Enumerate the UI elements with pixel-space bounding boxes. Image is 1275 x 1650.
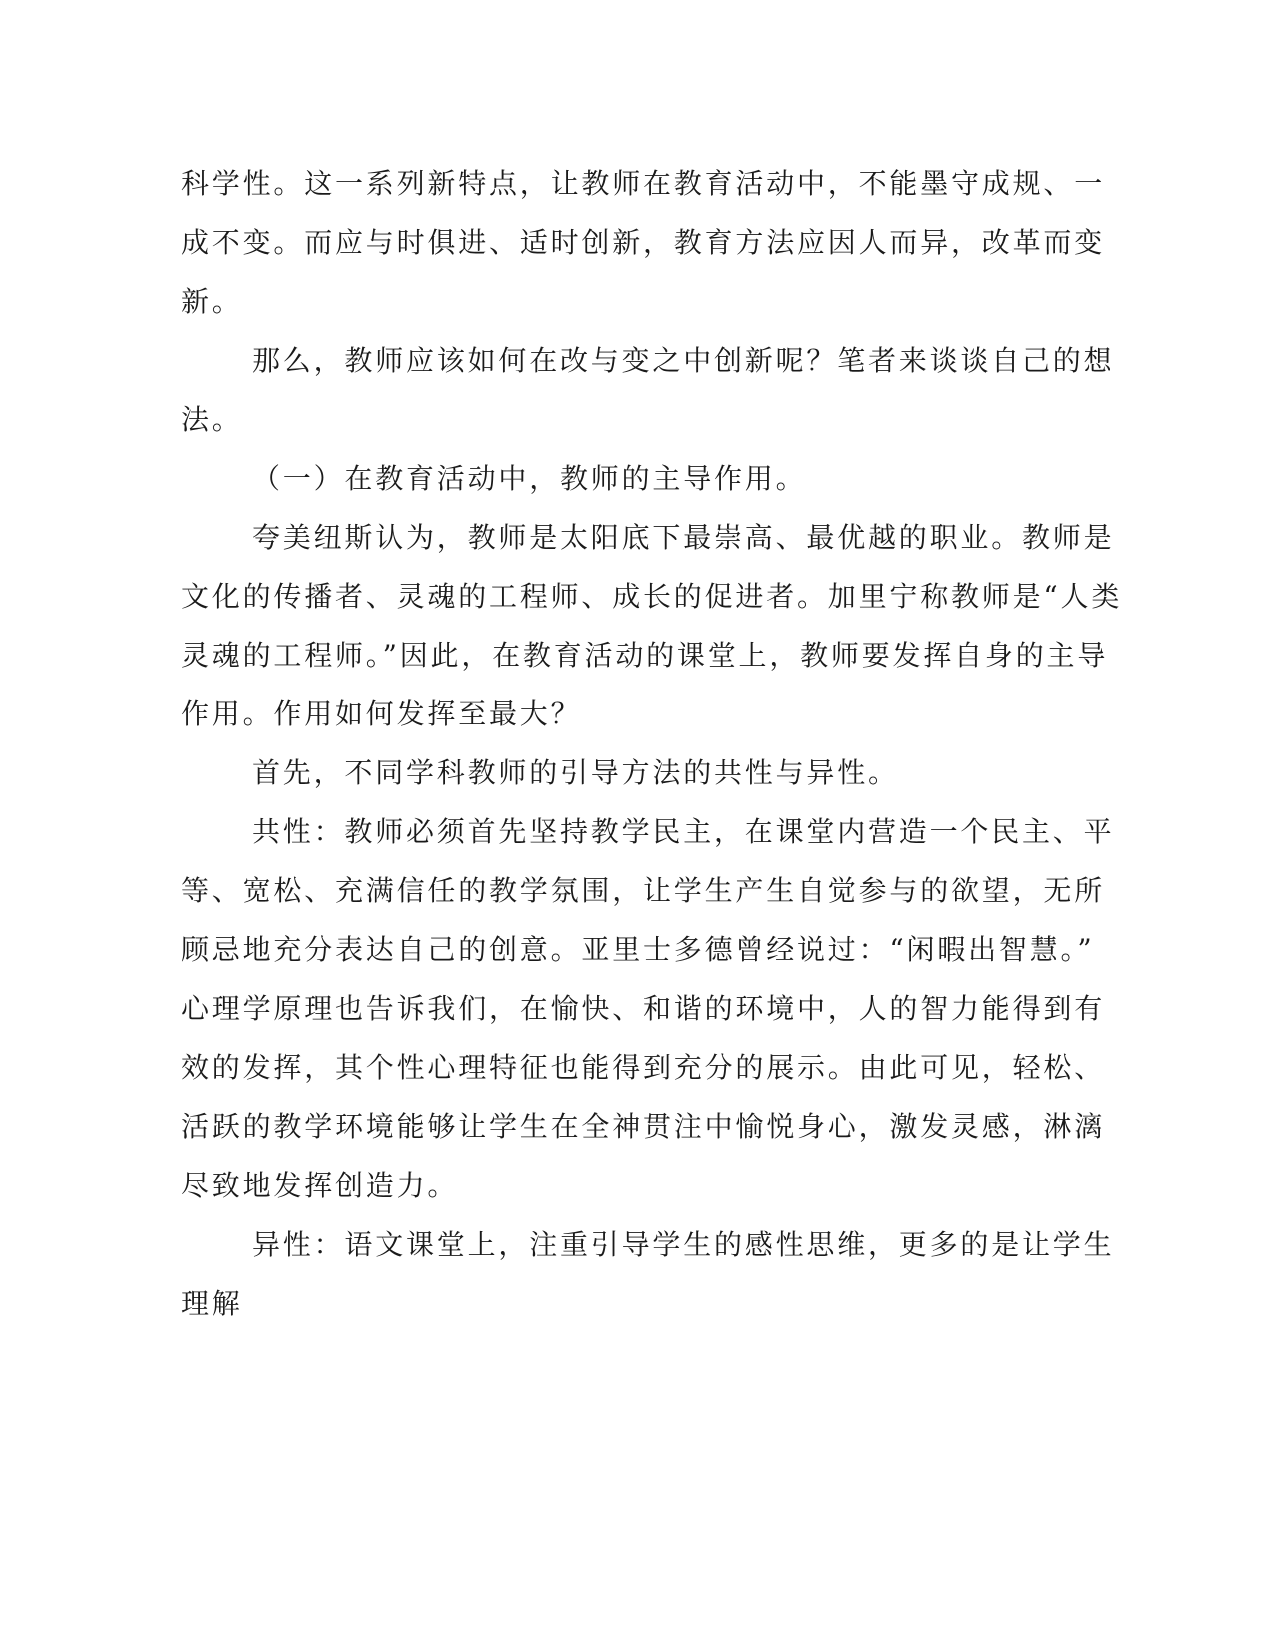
text-line: 文化的传播者、灵魂的工程师、成长的促进者。加里宁称教师是“人类	[181, 580, 1123, 613]
text-line: 法。	[181, 403, 243, 436]
text-line: 等、宽松、充满信任的教学氛围，让学生产生自觉参与的欲望，无所	[181, 874, 1106, 907]
section-heading: （一）在教育活动中，教师的主导作用。	[252, 462, 807, 495]
text-line: 异性：语文课堂上，注重引导学生的感性思维，更多的是让学生	[252, 1228, 1115, 1261]
text-line: 那么，教师应该如何在改与变之中创新呢？笔者来谈谈自己的想	[252, 344, 1115, 377]
text-line: 共性：教师必须首先坚持教学民主，在课堂内营造一个民主、平	[252, 815, 1115, 848]
text-line: 夸美纽斯认为，教师是太阳底下最崇高、最优越的职业。教师是	[252, 521, 1115, 554]
text-line: 首先，不同学科教师的引导方法的共性与异性。	[252, 756, 899, 789]
text-line: 心理学原理也告诉我们，在愉快、和谐的环境中，人的智力能得到有	[181, 992, 1106, 1025]
text-line: 顾忌地充分表达自己的创意。亚里士多德曾经说过：“闲暇出智慧。”	[181, 933, 1095, 966]
text-line: 理解	[181, 1287, 243, 1320]
text-line: 效的发挥，其个性心理特征也能得到充分的展示。由此可见，轻松、	[181, 1051, 1106, 1084]
text-line: 活跃的教学环境能够让学生在全神贯注中愉悦身心，激发灵感，淋漓	[181, 1110, 1106, 1143]
text-line: 新。	[181, 285, 243, 318]
text-line: 灵魂的工程师。”因此，在教育活动的课堂上，教师要发挥自身的主导	[181, 639, 1109, 672]
text-line: 成不变。而应与时俱进、适时创新，教育方法应因人而异，改革而变	[181, 226, 1106, 259]
text-line: 作用。作用如何发挥至最大？	[181, 697, 582, 730]
text-line: 尽致地发挥创造力。	[181, 1169, 459, 1202]
text-line: 科学性。这一系列新特点，让教师在教育活动中，不能墨守成规、一	[181, 167, 1106, 200]
